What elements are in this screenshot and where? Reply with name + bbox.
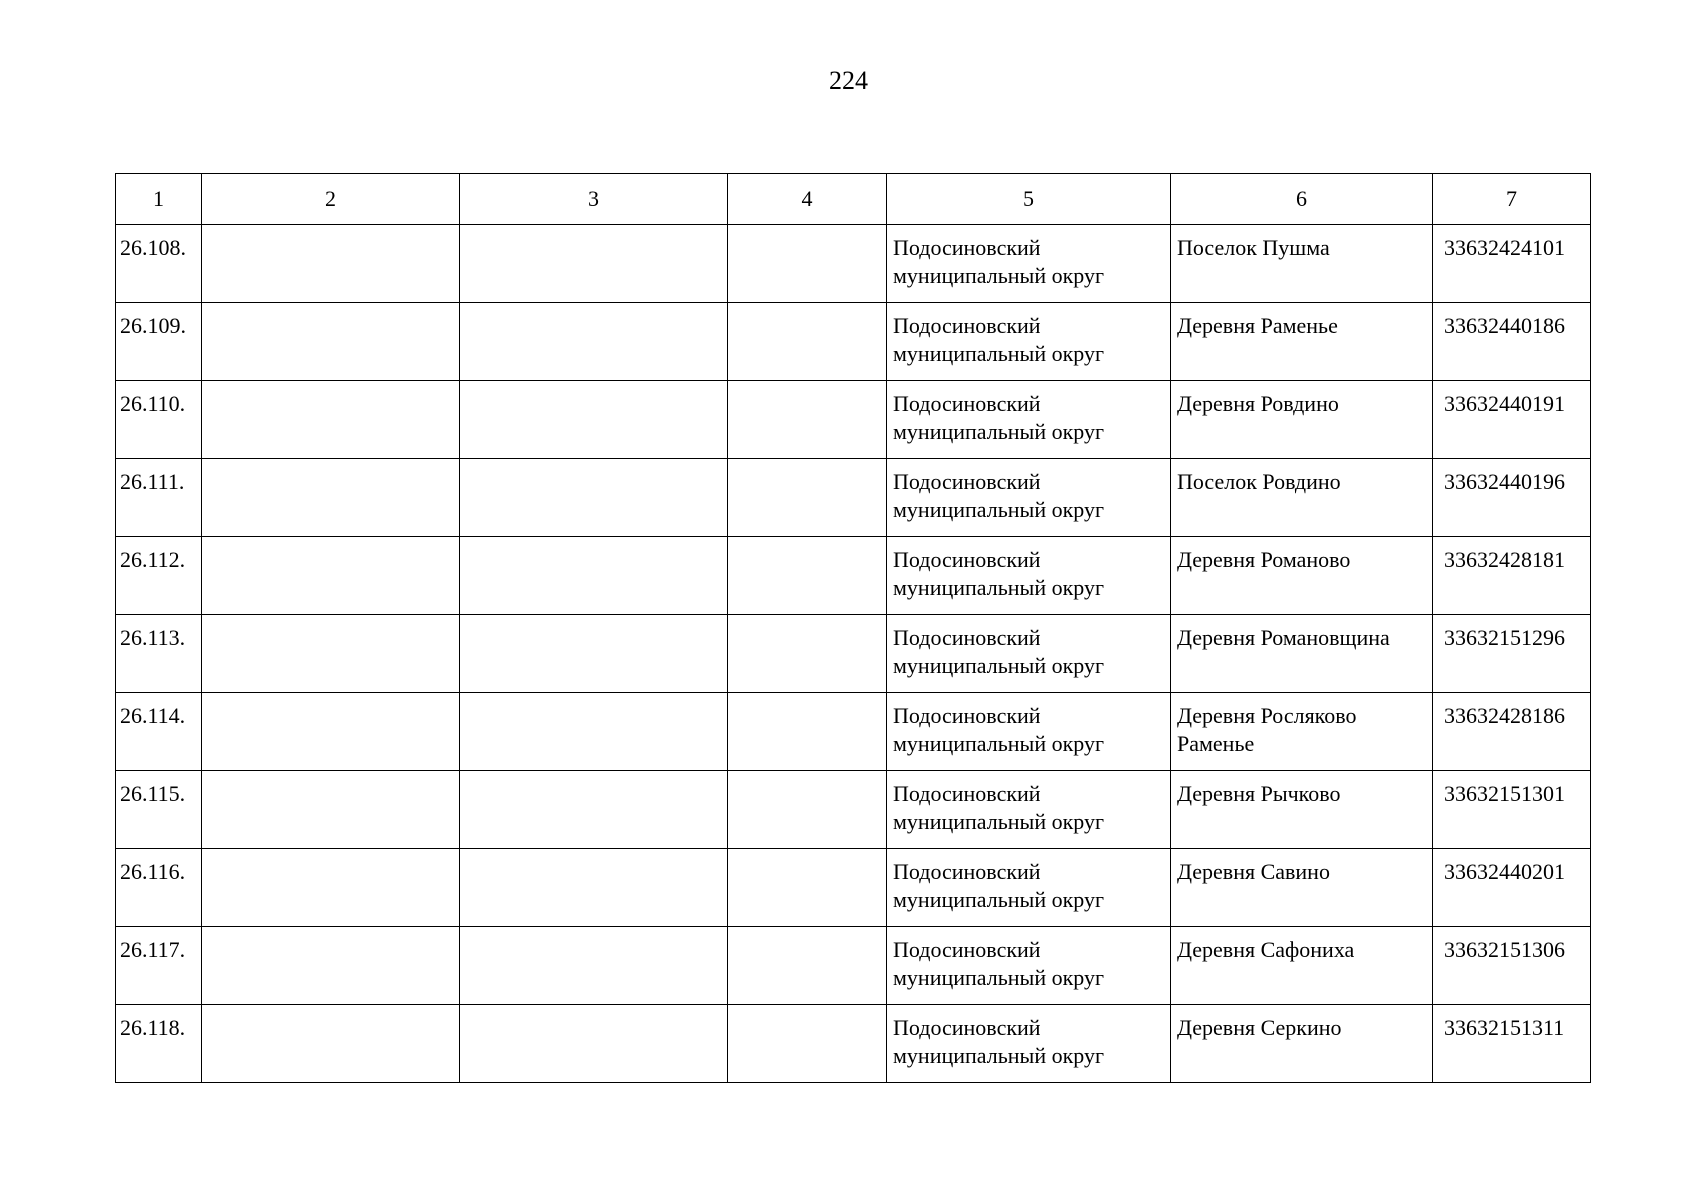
- column-header-6: 6: [1171, 174, 1433, 225]
- code-cell: 33632428181: [1433, 537, 1591, 615]
- settlement-cell: Деревня Серкино: [1171, 1005, 1433, 1083]
- column-header-5: 5: [887, 174, 1171, 225]
- settlement-cell: Деревня Сафониха: [1171, 927, 1433, 1005]
- table-row: [116, 771, 1591, 849]
- empty-cell: [728, 771, 887, 849]
- empty-cell: [202, 459, 460, 537]
- settlement-cell: Деревня Раменье: [1171, 303, 1433, 381]
- district-cell: Подосиновский муниципальный округ: [887, 849, 1171, 927]
- code-cell: 33632440191: [1433, 381, 1591, 459]
- district-cell: Подосиновский муниципальный округ: [887, 615, 1171, 693]
- empty-cell: [202, 927, 460, 1005]
- empty-cell: [728, 693, 887, 771]
- empty-cell: [728, 615, 887, 693]
- district-cell: Подосиновский муниципальный округ: [887, 459, 1171, 537]
- district-cell: Подосиновский муниципальный округ: [887, 303, 1171, 381]
- code-cell: 33632424101: [1433, 225, 1591, 303]
- table-row: [116, 615, 1591, 693]
- settlement-cell: Деревня Росляково Раменье: [1171, 693, 1433, 771]
- empty-cell: [460, 693, 728, 771]
- empty-cell: [202, 537, 460, 615]
- settlement-cell: Деревня Романово: [1171, 537, 1433, 615]
- code-cell: 33632151311: [1433, 1005, 1591, 1083]
- row-number: 26.114.: [116, 693, 202, 771]
- code-cell: 33632151306: [1433, 927, 1591, 1005]
- empty-cell: [728, 537, 887, 615]
- row-number: 26.109.: [116, 303, 202, 381]
- table-row: [116, 459, 1591, 537]
- empty-cell: [728, 459, 887, 537]
- settlement-cell: Деревня Савино: [1171, 849, 1433, 927]
- column-header-4: 4: [728, 174, 887, 225]
- empty-cell: [202, 693, 460, 771]
- code-cell: 33632440186: [1433, 303, 1591, 381]
- empty-cell: [202, 771, 460, 849]
- empty-cell: [202, 615, 460, 693]
- code-cell: 33632151301: [1433, 771, 1591, 849]
- empty-cell: [728, 381, 887, 459]
- settlement-cell: Деревня Ровдино: [1171, 381, 1433, 459]
- district-cell: Подосиновский муниципальный округ: [887, 1005, 1171, 1083]
- empty-cell: [460, 303, 728, 381]
- column-header-7: 7: [1433, 174, 1591, 225]
- row-number: 26.111.: [116, 459, 202, 537]
- table-row: [116, 1005, 1591, 1083]
- settlement-cell: Деревня Рычково: [1171, 771, 1433, 849]
- page-number: 224: [829, 66, 868, 95]
- empty-cell: [460, 225, 728, 303]
- empty-cell: [202, 849, 460, 927]
- empty-cell: [460, 459, 728, 537]
- empty-cell: [728, 1005, 887, 1083]
- row-number: 26.108.: [116, 225, 202, 303]
- settlement-cell: Поселок Пушма: [1171, 225, 1433, 303]
- empty-cell: [728, 303, 887, 381]
- district-cell: Подосиновский муниципальный округ: [887, 537, 1171, 615]
- table-row: [116, 537, 1591, 615]
- district-cell: Подосиновский муниципальный округ: [887, 693, 1171, 771]
- row-number: 26.112.: [116, 537, 202, 615]
- district-cell: Подосиновский муниципальный округ: [887, 771, 1171, 849]
- table-row: [116, 381, 1591, 459]
- column-header-1: 1: [116, 174, 202, 225]
- settlement-cell: Поселок Ровдино: [1171, 459, 1433, 537]
- empty-cell: [728, 849, 887, 927]
- empty-cell: [202, 225, 460, 303]
- table-row: [116, 693, 1591, 771]
- table-header-row: [116, 174, 1591, 225]
- empty-cell: [460, 927, 728, 1005]
- empty-cell: [460, 381, 728, 459]
- empty-cell: [460, 615, 728, 693]
- district-cell: Подосиновский муниципальный округ: [887, 225, 1171, 303]
- code-cell: 33632440201: [1433, 849, 1591, 927]
- row-number: 26.115.: [116, 771, 202, 849]
- empty-cell: [460, 537, 728, 615]
- code-cell: 33632151296: [1433, 615, 1591, 693]
- table-row: [116, 849, 1591, 927]
- column-header-3: 3: [460, 174, 728, 225]
- row-number: 26.118.: [116, 1005, 202, 1083]
- table-row: [116, 303, 1591, 381]
- district-cell: Подосиновский муниципальный округ: [887, 927, 1171, 1005]
- settlement-cell: Деревня Романовщина: [1171, 615, 1433, 693]
- empty-cell: [728, 225, 887, 303]
- column-header-2: 2: [202, 174, 460, 225]
- code-cell: 33632428186: [1433, 693, 1591, 771]
- empty-cell: [728, 927, 887, 1005]
- code-cell: 33632440196: [1433, 459, 1591, 537]
- empty-cell: [460, 771, 728, 849]
- empty-cell: [460, 849, 728, 927]
- row-number: 26.113.: [116, 615, 202, 693]
- settlements-table: [115, 173, 1591, 1083]
- empty-cell: [202, 303, 460, 381]
- table-row: [116, 927, 1591, 1005]
- row-number: 26.116.: [116, 849, 202, 927]
- district-cell: Подосиновский муниципальный округ: [887, 381, 1171, 459]
- row-number: 26.110.: [116, 381, 202, 459]
- table-row: [116, 225, 1591, 303]
- empty-cell: [460, 1005, 728, 1083]
- empty-cell: [202, 1005, 460, 1083]
- row-number: 26.117.: [116, 927, 202, 1005]
- empty-cell: [202, 381, 460, 459]
